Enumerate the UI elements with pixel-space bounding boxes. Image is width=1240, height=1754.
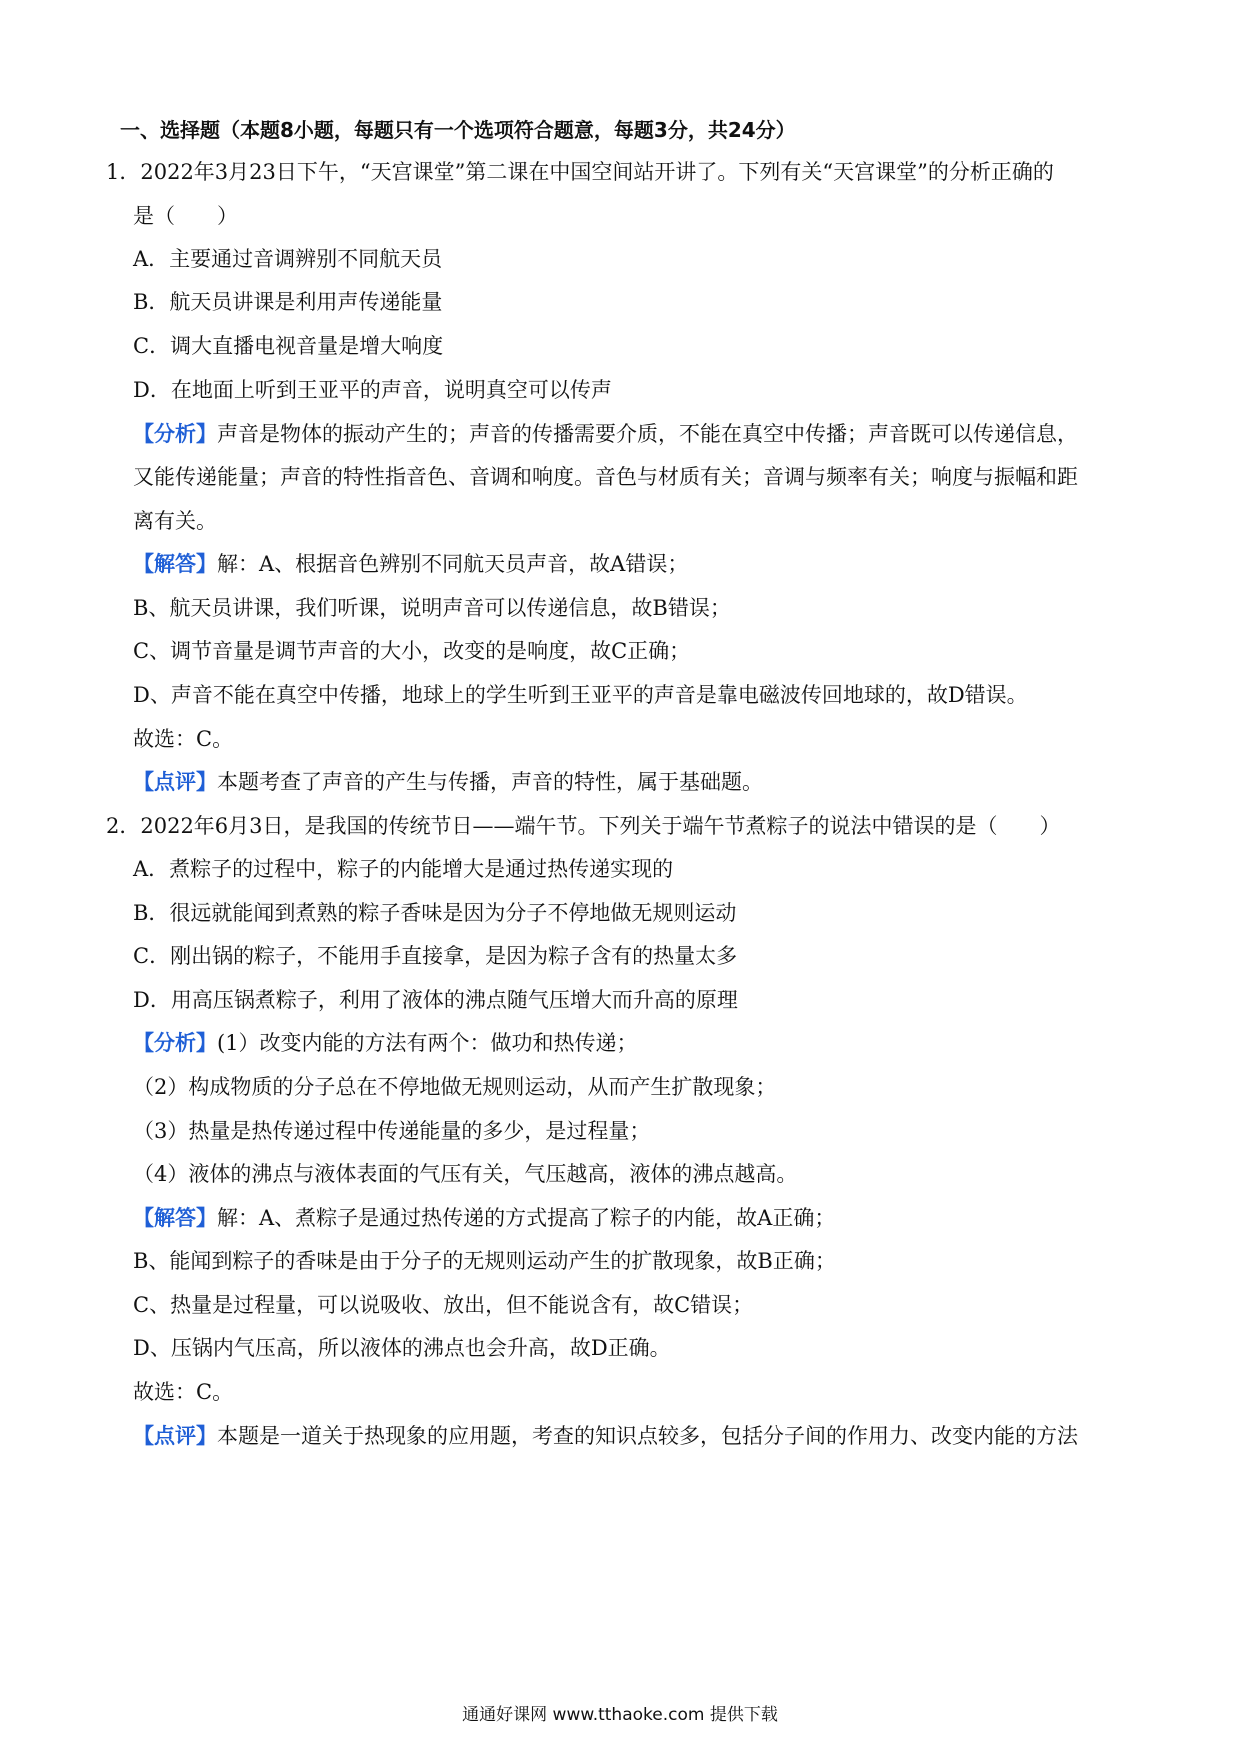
answer-tag: 【解答】: [133, 1206, 217, 1230]
question-2-stem: 2．2022年6月3日，是我国的传统节日——端午节。下列关于端午节煮粽子的说法中错误的是（ ）: [106, 814, 1061, 838]
question-1-answer-line-4: D、声音不能在真空中传播，地球上的学生听到王亚平的声音是靠电磁波传回地球的，故D错误。: [133, 683, 1028, 707]
question-1-answer-line-3: C、调节音量是调节声音的大小，改变的是响度，故C正确；: [133, 639, 691, 663]
question-1-option-c: C．调大直播电视音量是增大响度: [133, 334, 444, 358]
question-2-answer-line-3: C、热量是过程量，可以说吸收、放出，但不能说含有，故C错误；: [133, 1293, 754, 1317]
answer-text: 解：A、煮粽子是通过热传递的方式提高了粽子的内能，故A正确；: [217, 1206, 836, 1230]
question-1-answer-line-1: [133, 550, 688, 578]
question-1-answer-line-2: B、航天员讲课，我们听课，说明声音可以传递信息，故B错误；: [133, 596, 731, 620]
answer-text: 解：A、根据音色辨别不同航天员声音，故A错误；: [217, 552, 689, 576]
analysis-tag: 【分析】: [133, 422, 217, 446]
question-1-choice: 故选：C。: [133, 727, 234, 751]
question-2-comment: [133, 1422, 1078, 1450]
question-2-option-d: D．用高压锅煮粽子，利用了液体的沸点随气压增大而升高的原理: [133, 988, 738, 1012]
section-title: 一、选择题（本题8小题，每题只有一个选项符合题意，每题3分，共24分）: [120, 118, 796, 142]
question-2-option-c: C．刚出锅的粽子，不能用手直接拿，是因为粽子含有的热量太多: [133, 944, 738, 968]
analysis-text: (1）改变内能的方法有两个：做功和热传递；: [217, 1031, 638, 1055]
question-2-option-b: B．很远就能闻到煮熟的粽子香味是因为分子不停地做无规则运动: [133, 901, 737, 925]
question-1-comment: [133, 768, 763, 796]
question-1-option-b: B．航天员讲课是利用声传递能量: [133, 290, 443, 314]
question-2-answer-line-4: D、压锅内气压高，所以液体的沸点也会升高，故D正确。: [133, 1336, 671, 1360]
analysis-text: 声音是物体的振动产生的；声音的传播需要介质，不能在真空中传播；声音既可以传递信息，: [217, 422, 1078, 446]
question-2-analysis-line-3: （3）热量是热传递过程中传递能量的多少，是过程量；: [133, 1119, 651, 1143]
question-1-analysis-line-1: [133, 420, 1078, 448]
analysis-tag: 【分析】: [133, 1031, 217, 1055]
question-2-option-a: A．煮粽子的过程中，粽子的内能增大是通过热传递实现的: [133, 857, 674, 881]
question-2-choice: 故选：C。: [133, 1380, 234, 1404]
question-1-stem-line-2: 是（ ）: [133, 204, 238, 228]
question-2-answer-line-1: [133, 1204, 835, 1232]
comment-text: 本题考查了声音的产生与传播，声音的特性，属于基础题。: [217, 770, 763, 794]
question-2-analysis-line-2: （2）构成物质的分子总在不停地做无规则运动，从而产生扩散现象；: [133, 1075, 777, 1099]
question-2-answer-line-2: B、能闻到粽子的香味是由于分子的无规则运动产生的扩散现象，故B正确；: [133, 1249, 836, 1273]
question-1-analysis-line-3: 离有关。: [133, 509, 217, 533]
comment-tag: 【点评】: [133, 1424, 217, 1448]
question-2-analysis-line-1: [133, 1029, 638, 1057]
question-1-analysis-line-2: 又能传递能量；声音的特性指音色、音调和响度。音色与材质有关；音调与频率有关；响度与振幅和距: [133, 465, 1078, 489]
question-1-option-d: D．在地面上听到王亚平的声音，说明真空可以传声: [133, 378, 612, 402]
page-footer: 通通好课网 www.tthaoke.com 提供下载: [462, 1705, 778, 1725]
question-2-analysis-line-4: （4）液体的沸点与液体表面的气压有关，气压越高，液体的沸点越高。: [133, 1162, 798, 1186]
comment-text: 本题是一道关于热现象的应用题，考查的知识点较多，包括分子间的作用力、改变内能的方法: [217, 1424, 1078, 1448]
answer-tag: 【解答】: [133, 552, 217, 576]
comment-tag: 【点评】: [133, 770, 217, 794]
question-1-option-a: A．主要通过音调辨别不同航天员: [133, 247, 443, 271]
question-1-stem-line-1: 1．2022年3月23日下午，“天宫课堂”第二课在中国空间站开讲了。下列有关“天宫课堂”的分析正确的: [106, 160, 1054, 184]
